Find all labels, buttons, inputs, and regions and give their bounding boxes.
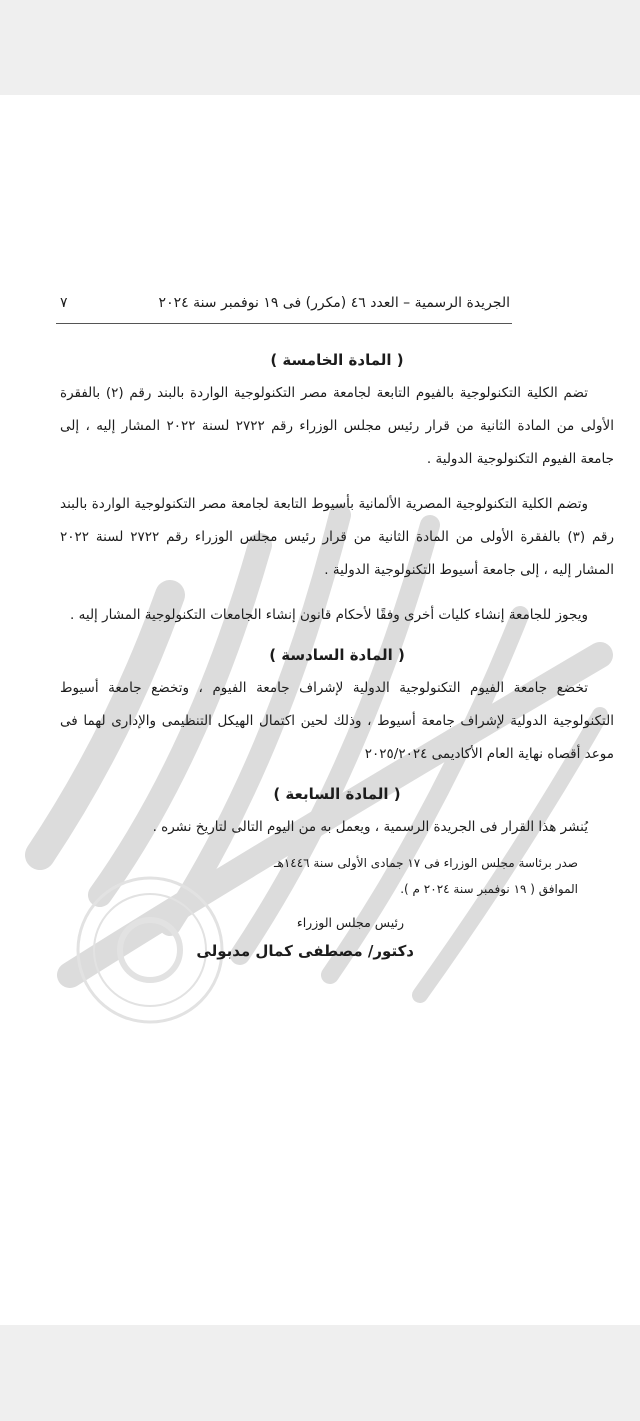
signatory-role: رئيس مجلس الوزراء	[296, 915, 404, 930]
article-6-heading: ( المادة السادسة )	[269, 646, 405, 664]
issued-date: صدر برئاسة مجلس الوزراء فى ١٧ جمادى الأولى سنة ١٤٤٦هـ	[273, 856, 578, 870]
article-5-heading: ( المادة الخامسة )	[270, 351, 404, 369]
gazette-title: الجريدة الرسمية – العدد ٤٦ (مكرر) فى ١٩ نوفمبر سنة ٢٠٢٤	[158, 295, 510, 311]
corresponding-date: الموافق ( ١٩ نوفمبر سنة ٢٠٢٤ م ).	[400, 882, 578, 896]
document-page	[0, 95, 640, 1325]
article-5-paragraph-3: ويجوز للجامعة إنشاء كليات أخرى وفقًا لأحكام قانون إنشاء الجامعات التكنولوجية المشار إليه .	[70, 607, 588, 623]
page-number: ٧	[60, 295, 68, 311]
signatory-name: دكتور/ مصطفى كمال مدبولى	[196, 942, 414, 960]
document-body	[60, 343, 614, 966]
article-7-heading: ( المادة السابعة )	[273, 785, 401, 803]
article-7-paragraph-1: يُنشر هذا القرار فى الجريدة الرسمية ، ويعمل به من اليوم التالى لتاريخ نشره .	[152, 819, 588, 835]
gazette-header	[60, 295, 510, 325]
article-5-paragraph-1: تضم الكلية التكنولوجية بالفيوم التابعة لجامعة مصر التكنولوجية الواردة بالبند رقم (٢) بالفقرة الأولى من المادة الثانية من قرار رئيس مجلس الوزراء رقم ٢٧٢٢ لسنة ٢٠٢٢ المشار إليه ، إلى جامعة الفيوم التكنولوجية الدولية .	[60, 385, 614, 467]
header-divider	[56, 323, 512, 324]
article-6-paragraph-1: تخضع جامعة الفيوم التكنولوجية الدولية لإشراف جامعة الفيوم ، وتخضع جامعة أسيوط التكنولوجية الدولية لإشراف جامعة أسيوط ، وذلك لحين اكتمال الهيكل التنظيمى والإدارى لهما فى موعد أقصاه نهاية العام الأكاديمى ٢٠٢٥/٢٠٢٤	[60, 680, 614, 762]
issuance-block	[60, 850, 614, 902]
article-5-paragraph-2: وتضم الكلية التكنولوجية المصرية الألمانية بأسيوط التابعة لجامعة مصر التكنولوجية الواردة بالبند رقم (٣) بالفقرة الأولى من المادة الثانية من قرار رئيس مجلس الوزراء رقم ٢٧٢٢ لسنة ٢٠٢٢ المشار إليه ، إلى جامعة أسيوط التكنولوجية الدولية .	[60, 496, 614, 578]
